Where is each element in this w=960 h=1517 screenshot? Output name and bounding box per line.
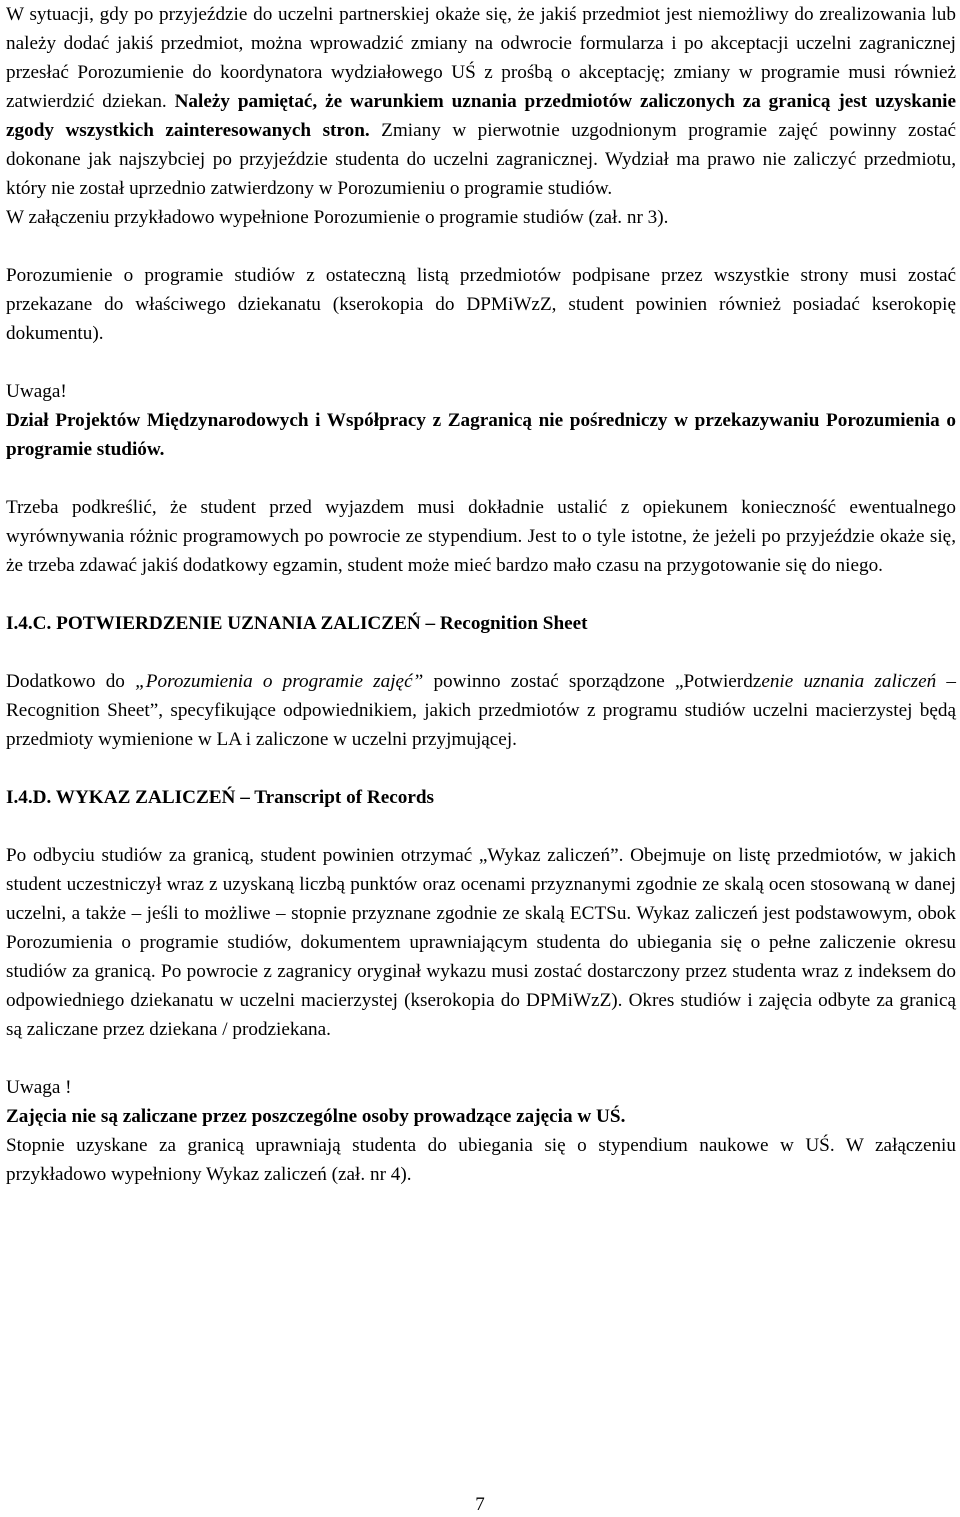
warning-label: Uwaga !: [6, 1077, 72, 1098]
bold-text: Zajęcia nie są zaliczane przez poszczególne osoby prowadzące zajęcia w UŚ.: [6, 1106, 626, 1127]
section-heading-recognition-sheet: I.4.C. POTWIERDZENIE UZNANIA ZALICZEŃ – Recognition Sheet: [6, 613, 588, 634]
paragraph-attachment-note: W załączeniu przykładowo wypełnione Porozumienie o programie studiów (zał. nr 3).: [6, 207, 669, 228]
italic-text: „Porozumienia o programie zajęć”: [135, 671, 424, 692]
warning-text: [6, 406, 956, 464]
paragraph-changes: [6, 0, 956, 203]
warning-text: [6, 1102, 956, 1131]
document-body: [6, 0, 956, 1189]
text: Zmiany w pierwotnie uzgodnionym programie zajęć powinny zostać dokonane jak najszybciej po przyjeździe studenta do uczelni zagranicznej. Wydział ma prawo nie zaliczyć przedmiotu, który nie został uprzednio zatwierdzony w Porozumieniu o programie studiów.: [6, 120, 956, 199]
paragraph-transcript: Po odbyciu studiów za granicą, student powinien otrzymać „Wykaz zaliczeń”. Obejmuje on listę przedmiotów, w jakich student uczestniczył wraz z uzyskaną liczbą punktów oraz ocenami przyznanymi zgodnie ze skalą ocen stosowaną w danej uczelni, a także – jeśli to możliwe – stopnie przyznane zgodnie ze skalą ECTSu. Wykaz zaliczeń jest podstawowym, obok Porozumienia o programie studiów, dokumentem uprawniającym studenta do ubiegania się o pełne zaliczenie okresu studiów za granicą. Po powrocie z zagranicy oryginał wykazu musi zostać dostarczony przez studenta wraz z indeksem do odpowiedniego dziekanatu w uczelni macierzystej (kserokopia do DPMiWzZ). Okres studiów i zajęcia odbyte za granicą są zaliczane przez dziekana / prodziekana.: [6, 845, 956, 1040]
text: W sytuacji, gdy po przyjeździe do uczelni partnerskiej okaże się, że jakiś przedmiot jest niemożliwy do zrealizowania lub należy dodać jakiś przedmiot, można wprowadzić zmiany na odwrocie formularza i po akceptacji uczelni zagranicznej przesłać Porozumienie do koordynatora wydziałowego UŚ z prośbą o akceptację; zmiany w programie musi również zatwierdzić dziekan.: [6, 4, 956, 112]
paragraph-scholarship: Stopnie uzyskane za granicą uprawniają studenta do ubiegania się o stypendium naukowe w UŚ. W załączeniu przykładowo wypełniony Wykaz zaliczeń (zał. nr 4).: [6, 1135, 956, 1185]
paragraph-program-differences: Trzeba podkreślić, że student przed wyjazdem musi dokładnie ustalić z opiekunem konieczność ewentualnego wyrównywania różnic programowych po powrocie ze stypendium. Jest to o tyle istotne, że jeżeli po przyjeździe okaże się, że trzeba zdawać jakiś dodatkowy egzamin, student może mieć bardzo mało czasu na przygotowanie się do niego.: [6, 497, 956, 576]
page-number: 7: [475, 1494, 485, 1515]
italic-text: enie uznania zaliczeń: [761, 671, 937, 692]
text: powinno zostać sporządzone „Potwierdz: [423, 671, 762, 692]
paragraph-agreement: Porozumienie o programie studiów z ostateczną listą przedmiotów podpisane przez wszystkie strony musi zostać przekazane do właściwego dziekanatu (kserokopia do DPMiWzZ, student powinien również posiadać kserokopię dokumentu).: [6, 265, 956, 344]
paragraph-recognition-sheet: [6, 667, 956, 754]
text: – Recognition Sheet”, specyfikujące odpowiednikiem, jakich przedmiotów z programu studiów uczelni macierzystej będą przedmioty wymienione w LA i zaliczone w uczelni przyjmującej.: [6, 671, 957, 750]
bold-text: Należy pamiętać, że warunkiem uznania przedmiotów zaliczonych za granicą jest uzyskanie zgody wszystkich zainteresowanych stron.: [6, 91, 956, 141]
text: Dodatkowo do: [6, 671, 136, 692]
bold-text: Dział Projektów Międzynarodowych i Współpracy z Zagranicą nie pośredniczy w przekazywaniu Porozumienia o programie studiów.: [6, 410, 956, 460]
section-heading-transcript: I.4.D. WYKAZ ZALICZEŃ – Transcript of Records: [6, 787, 435, 808]
warning-label: Uwaga!: [6, 381, 67, 402]
